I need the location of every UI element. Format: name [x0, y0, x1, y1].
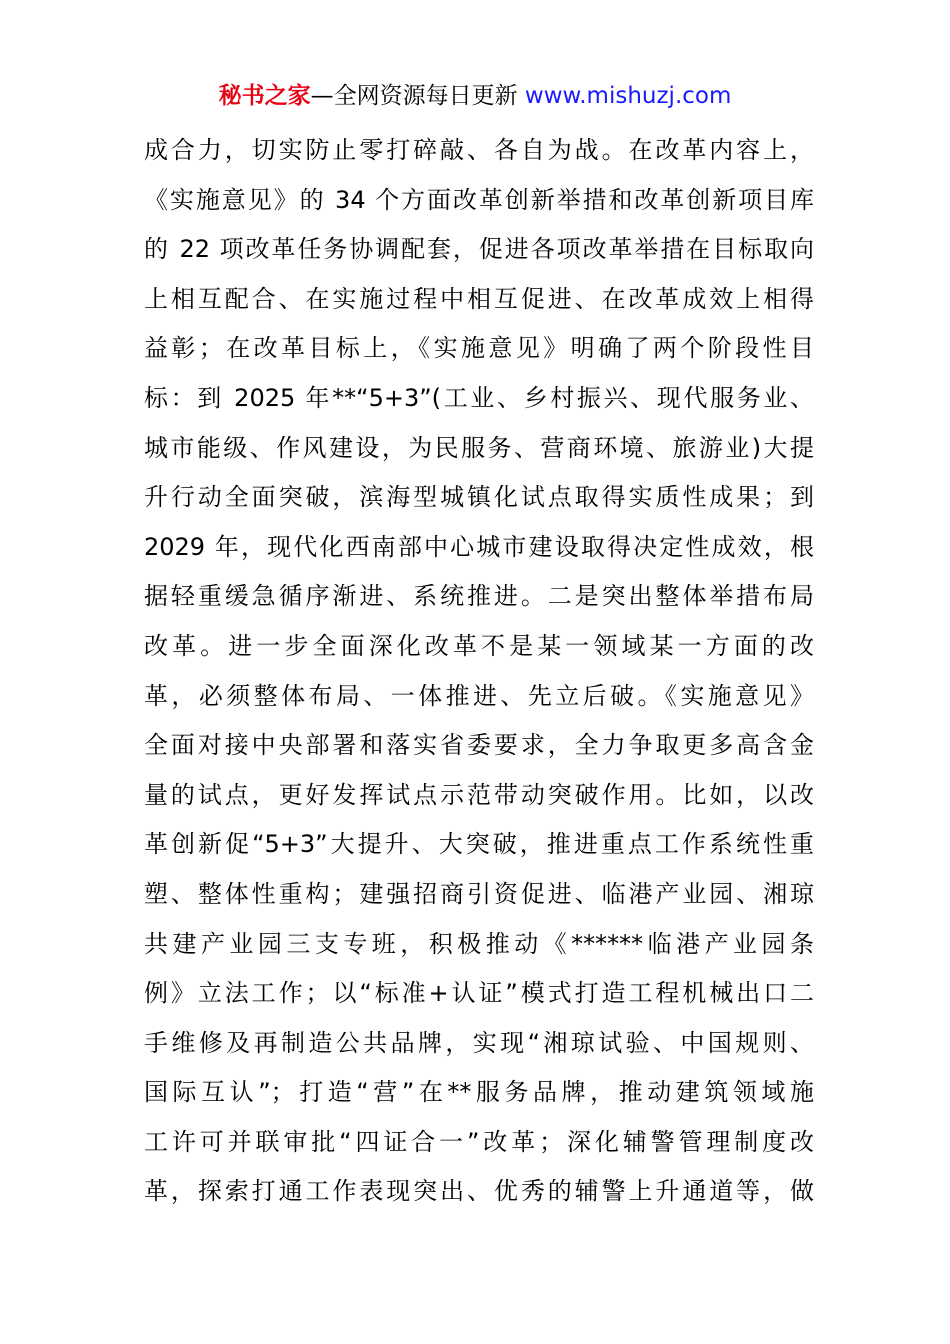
- text-line: 手维修及再制造公共品牌，实现“湘琼试验、中国规则、: [144, 1028, 814, 1057]
- text-line: 全面对接中央部署和落实省委要求，全力争取更多高含金: [144, 731, 814, 760]
- text-line: 国际互认”；打造“营”在**服务品牌，推动建筑领域施: [144, 1078, 814, 1107]
- text-line: 标：到 2025 年**“5+3”(工业、乡村振兴、现代服务业、: [144, 383, 814, 412]
- header-tagline: —全网资源每日更新: [310, 83, 525, 109]
- text-line: 例》立法工作；以“标准+认证”模式打造工程机械出口二: [144, 979, 814, 1008]
- page-header: [0, 80, 950, 112]
- brand-name: 秘书之家: [218, 83, 311, 109]
- site-url-link[interactable]: www.mishuzj.com: [524, 83, 732, 109]
- text-line: 《实施意见》的 34 个方面改革创新举措和改革创新项目库: [144, 185, 814, 214]
- text-line: 益彰；在改革目标上，《实施意见》明确了两个阶段性目: [144, 334, 814, 363]
- text-line: 量的试点，更好发挥试点示范带动突破作用。比如，以改: [144, 780, 814, 809]
- document-body: [144, 126, 814, 1217]
- text-line: 的 22 项改革任务协调配套，促进各项改革举措在目标取向: [144, 235, 814, 264]
- text-line: 据轻重缓急循序渐进、系统推进。二是突出整体举措布局: [144, 582, 814, 611]
- text-line: 升行动全面突破，滨海型城镇化试点取得实质性成果；到: [144, 483, 814, 512]
- text-line: 革，必须整体布局、一体推进、先立后破。《实施意见》: [144, 681, 814, 710]
- text-line: 2029 年，现代化西南部中心城市建设取得决定性成效，根: [144, 532, 814, 561]
- text-line: 工许可并联审批“四证合一”改革；深化辅警管理制度改: [144, 1127, 814, 1156]
- text-line: 塑、整体性重构；建强招商引资促进、临港产业园、湘琼: [144, 879, 814, 908]
- text-line: 改革。进一步全面深化改革不是某一领域某一方面的改: [144, 631, 814, 660]
- text-line: 上相互配合、在实施过程中相互促进、在改革成效上相得: [144, 284, 814, 313]
- text-line: 城市能级、作风建设，为民服务、营商环境、旅游业)大提: [144, 433, 814, 462]
- text-line: 革创新促“5+3”大提升、大突破，推进重点工作系统性重: [144, 830, 814, 859]
- text-line: 成合力，切实防止零打碎敲、各自为战。在改革内容上，: [144, 136, 814, 164]
- text-line: 革，探索打通工作表现突出、优秀的辅警上升通道等，做: [144, 1177, 814, 1206]
- text-line: 共建产业园三支专班，积极推动《******临港产业园条: [144, 929, 814, 958]
